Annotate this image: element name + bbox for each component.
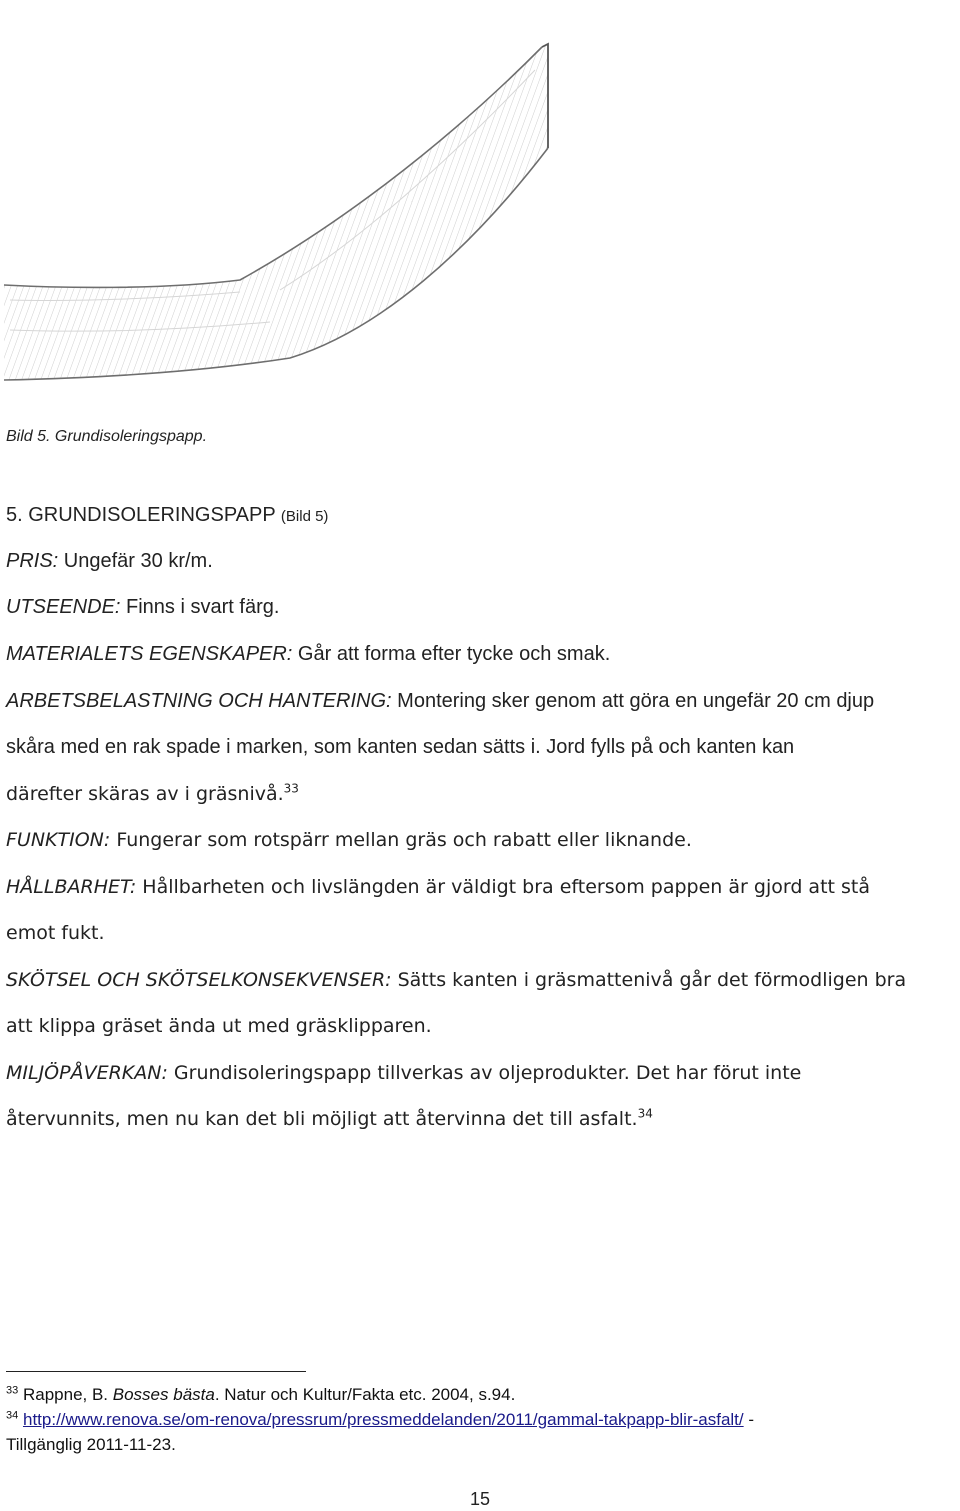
- field-utseende: [6, 596, 279, 619]
- field-label: MILJÖPÅVERKAN:: [6, 1062, 168, 1084]
- field-text: återvunnits, men nu kan det bli möjligt att återvinna det till asfalt.: [6, 1108, 638, 1130]
- figure-caption: Bild 5. Grundisoleringspapp.: [6, 428, 208, 445]
- field-skotsel-line2: att klippa gräset ända ut med gräsklipparen.: [6, 1015, 432, 1037]
- field-label: PRIS:: [6, 550, 59, 572]
- footnote-book-title: Bosses bästa: [112, 1385, 215, 1404]
- field-materialets-egenskaper: [6, 643, 610, 666]
- footnote-divider: [6, 1371, 306, 1372]
- footnote-number: 34: [6, 1409, 19, 1422]
- footnote-34: [6, 1410, 754, 1430]
- footnote-33: [6, 1385, 515, 1405]
- section-title-ref: (Bild 5): [280, 508, 329, 525]
- field-label: SKÖTSEL OCH SKÖTSELKONSEKVENSER:: [6, 969, 392, 991]
- field-arbetsbelastning-line2: skåra med en rak spade i marken, som kanten sedan sätts i. Jord fylls på och kanten kan: [6, 736, 795, 758]
- field-text: Ungefär 30 kr/m.: [58, 550, 213, 572]
- field-label: MATERIALETS EGENSKAPER:: [6, 643, 293, 665]
- field-text: Finns i svart färg.: [120, 596, 280, 618]
- section-title: [6, 504, 328, 527]
- field-skotsel: [6, 969, 906, 991]
- page-number: 15: [470, 1489, 491, 1509]
- field-label: UTSEENDE:: [6, 596, 121, 618]
- footnote-ref: 34: [637, 1106, 653, 1121]
- footnote-ref: 33: [283, 781, 299, 796]
- grundisoleringspapp-sketch: [0, 0, 560, 410]
- footnote-34-line2: Tillgänglig 2011-11-23.: [6, 1435, 176, 1454]
- field-text: Går att forma efter tycke och smak.: [292, 643, 611, 665]
- field-miljopaverkan: [6, 1062, 801, 1084]
- field-text: Grundisoleringspapp tillverkas av oljeprodukter. Det har förut inte: [167, 1062, 802, 1084]
- field-text: Sätts kanten i gräsmattenivå går det förmodligen bra: [391, 969, 907, 991]
- field-text: Fungerar som rotspärr mellan gräs och rabatt eller liknande.: [110, 829, 692, 851]
- footnote-author: Rappne, B.: [18, 1385, 113, 1404]
- field-label: ARBETSBELASTNING OCH HANTERING:: [6, 690, 392, 712]
- field-hallbarhet-line2: emot fukt.: [6, 922, 105, 944]
- field-text: Hållbarheten och livslängden är väldigt bra eftersom pappen är gjord att stå: [136, 876, 870, 898]
- footnote-link[interactable]: http://www.renova.se/om-renova/pressrum/pressmeddelanden/2011/gammal-takpapp-blir-asfalt/: [22, 1410, 744, 1429]
- field-hallbarhet: [6, 876, 870, 898]
- section-title-text: 5. GRUNDISOLERINGSPAPP: [6, 504, 276, 526]
- field-text: därefter skäras av i gräsnivå.: [6, 783, 284, 805]
- field-label: FUNKTION:: [6, 829, 111, 851]
- field-text: Montering sker genom att göra en ungefär 20 cm djup: [391, 690, 875, 712]
- footnote-rest: . Natur och Kultur/Fakta etc. 2004, s.94.: [214, 1385, 516, 1404]
- field-arbetsbelastning: [6, 690, 874, 713]
- field-arbetsbelastning-line3: [6, 783, 299, 805]
- field-funktion: [6, 829, 692, 851]
- footnote-number: 33: [6, 1384, 19, 1397]
- field-pris: [6, 550, 213, 573]
- footnote-rest: -: [743, 1410, 755, 1429]
- field-miljopaverkan-line2: [6, 1108, 653, 1130]
- field-label: HÅLLBARHET:: [6, 876, 137, 898]
